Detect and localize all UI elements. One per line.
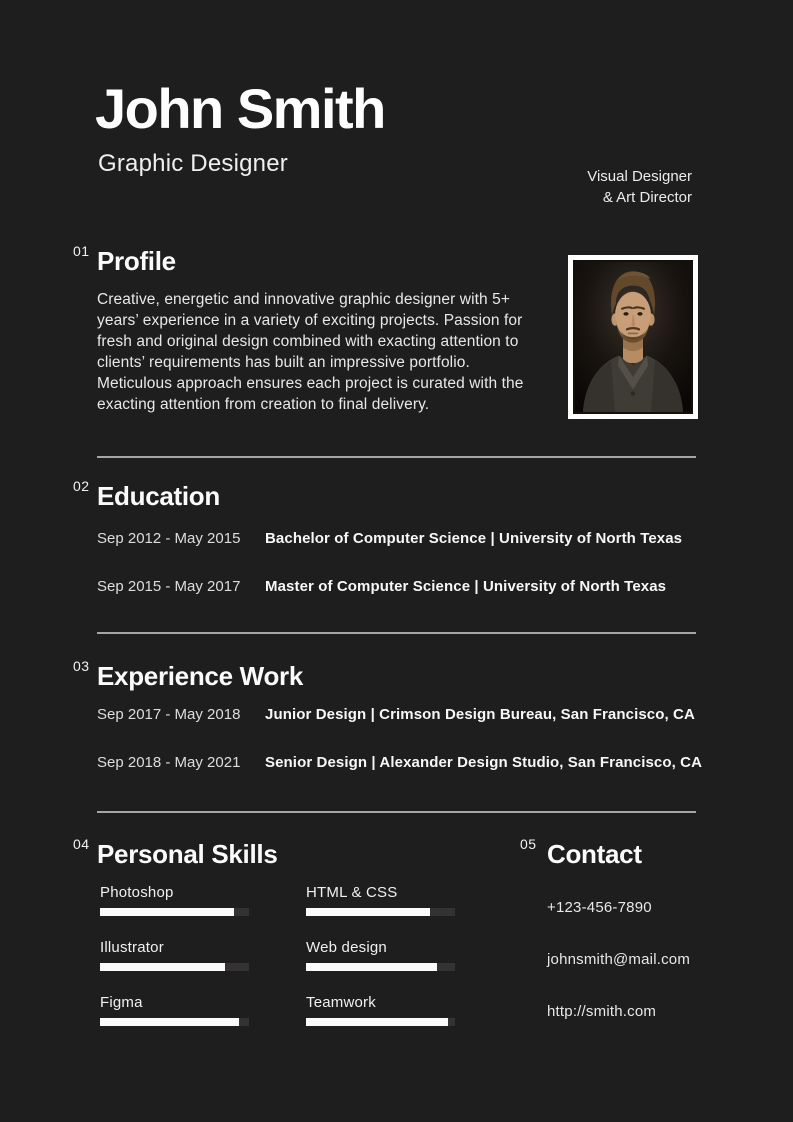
divider-1 — [97, 456, 696, 458]
skill-label: Web design — [306, 939, 387, 956]
contact-phone: +123-456-7890 — [547, 899, 652, 916]
education-dates: Sep 2012 - May 2015 — [97, 530, 241, 547]
divider-3 — [97, 811, 696, 813]
section-heading-contact: Contact — [547, 839, 642, 869]
profile-photo-mat — [573, 260, 693, 414]
contact-email[interactable]: johnsmith@mail.com — [547, 951, 691, 968]
skill-bar-fill — [306, 908, 430, 916]
skill-figma — [100, 994, 250, 1026]
skill-web-design — [306, 939, 456, 971]
education-degree: Master of Computer Science | University of North Texas — [265, 578, 667, 595]
section-number-profile: 01 — [73, 243, 90, 259]
skill-label: Photoshop — [100, 884, 174, 901]
section-number-education: 02 — [73, 478, 90, 494]
section-number-contact: 05 — [520, 836, 537, 852]
section-heading-profile: Profile — [97, 246, 176, 276]
skill-bar-track — [306, 963, 455, 971]
job-title: Graphic Designer — [98, 150, 288, 177]
education-dates: Sep 2015 - May 2017 — [97, 578, 241, 595]
skill-bar-fill — [100, 1018, 239, 1026]
tagline-line-1: Visual Designer — [587, 168, 692, 185]
education-degree: Bachelor of Computer Science | University of North Texas — [265, 530, 683, 547]
experience-row — [97, 706, 717, 724]
skill-photoshop — [100, 884, 250, 916]
education-row — [97, 578, 717, 596]
person-name: John Smith — [95, 77, 385, 140]
section-heading-skills: Personal Skills — [97, 839, 278, 869]
experience-dates: Sep 2017 - May 2018 — [97, 706, 241, 723]
education-row — [97, 530, 717, 548]
skill-bar-track — [100, 1018, 249, 1026]
skill-label: HTML & CSS — [306, 884, 398, 901]
divider-2 — [97, 632, 696, 634]
contact-list — [547, 899, 727, 1055]
skill-html-css — [306, 884, 456, 916]
skill-label: Figma — [100, 994, 143, 1011]
experience-position: Senior Design | Alexander Design Studio, San Francisco, CA — [265, 754, 703, 771]
skill-teamwork — [306, 994, 456, 1026]
skill-bar-track — [306, 1018, 455, 1026]
contact-website[interactable]: http://smith.com — [547, 1003, 657, 1020]
experience-position: Junior Design | Crimson Design Bureau, San Francisco, CA — [265, 706, 695, 723]
section-number-skills: 04 — [73, 836, 90, 852]
skill-label: Illustrator — [100, 939, 164, 956]
skill-bar-fill — [100, 908, 234, 916]
profile-summary: Creative, energetic and innovative graphic designer with 5+ years’ experience in a variety of exciting projects. Passion for fresh and original design combined with exacting attention to clients’ requirements has built an impressive portfolio. Meticulous approach ensures each project is curated with the exacting attention from creation to final delivery. — [97, 291, 524, 413]
skill-bar-fill — [100, 963, 225, 971]
skill-bar-fill — [306, 963, 437, 971]
skills-column-1 — [100, 884, 250, 1049]
tagline — [587, 166, 692, 208]
skill-bar-track — [306, 908, 455, 916]
skill-bar-track — [100, 908, 249, 916]
section-heading-education: Education — [97, 481, 220, 511]
portrait-illustration — [575, 262, 691, 412]
tagline-line-2: & Art Director — [602, 189, 692, 206]
experience-row — [97, 754, 717, 772]
skill-bar-track — [100, 963, 249, 971]
profile-photo — [568, 255, 698, 419]
section-heading-experience: Experience Work — [97, 661, 304, 691]
skill-label: Teamwork — [306, 994, 376, 1011]
skills-column-2 — [306, 884, 456, 1049]
skill-bar-fill — [306, 1018, 448, 1026]
section-number-experience: 03 — [73, 658, 90, 674]
skill-illustrator — [100, 939, 250, 971]
experience-dates: Sep 2018 - May 2021 — [97, 754, 241, 771]
